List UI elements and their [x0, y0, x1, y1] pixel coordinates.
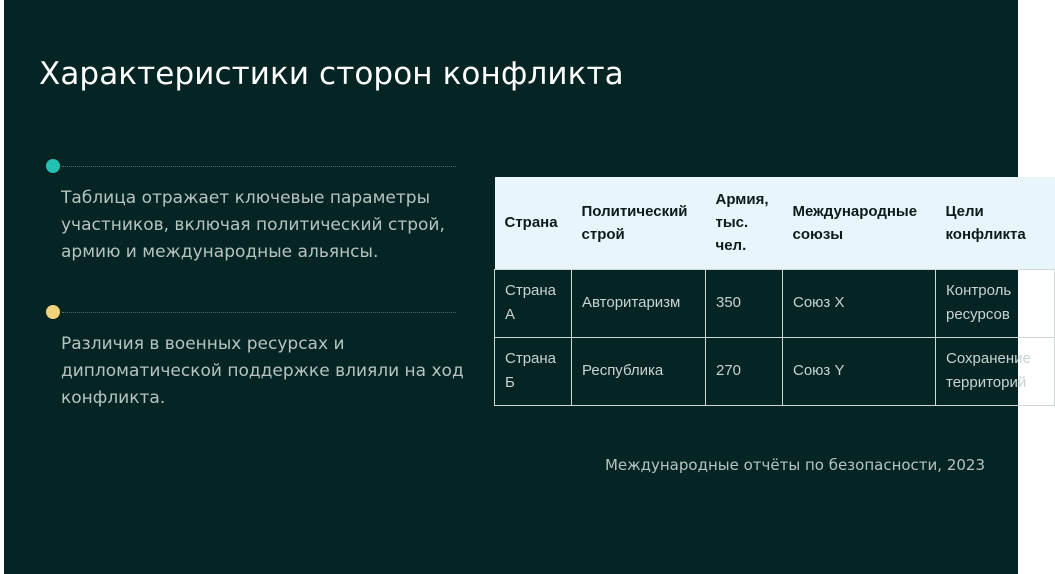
comparison-table [494, 177, 1055, 406]
source-caption: Международные отчёты по безопасности, 2023 [604, 456, 985, 474]
bullet-text: Различия в военных ресурсах и дипломатической поддержке влияли на ход конфликта. [61, 334, 464, 408]
table-row [495, 337, 1055, 405]
dotted-divider [62, 312, 456, 313]
bullet-text: Таблица отражает ключевые параметры участников, включая политический строй, армию и международные альянсы. [61, 188, 445, 262]
table-cell: Сохранение территорий [936, 337, 1055, 405]
column-header: Политический строй [572, 177, 706, 269]
table-header-row [495, 177, 1055, 269]
slide [4, 0, 1031, 574]
table-cell: Страна Б [495, 337, 572, 405]
column-header: Цели конфликта [936, 177, 1055, 269]
column-header: Страна [495, 177, 572, 269]
dotted-divider [62, 166, 456, 167]
table-cell: 270 [706, 337, 783, 405]
comparison-table-container [494, 177, 1031, 407]
table-cell: 350 [706, 269, 783, 337]
table-cell: Авторитаризм [572, 269, 706, 337]
table-cell: Страна А [495, 269, 572, 337]
table-cell: Союз X [783, 269, 936, 337]
table-cell: Контроль ресурсов [936, 269, 1055, 337]
column-header: Армия, тыс. чел. [706, 177, 783, 269]
table-row [495, 269, 1055, 337]
column-header: Международные союзы [783, 177, 936, 269]
table-cell: Республика [572, 337, 706, 405]
slide-title: Характеристики сторон конфликта [39, 56, 624, 92]
yellow-dot-icon [46, 305, 60, 319]
teal-dot-icon [46, 159, 60, 173]
table-cell: Союз Y [783, 337, 936, 405]
